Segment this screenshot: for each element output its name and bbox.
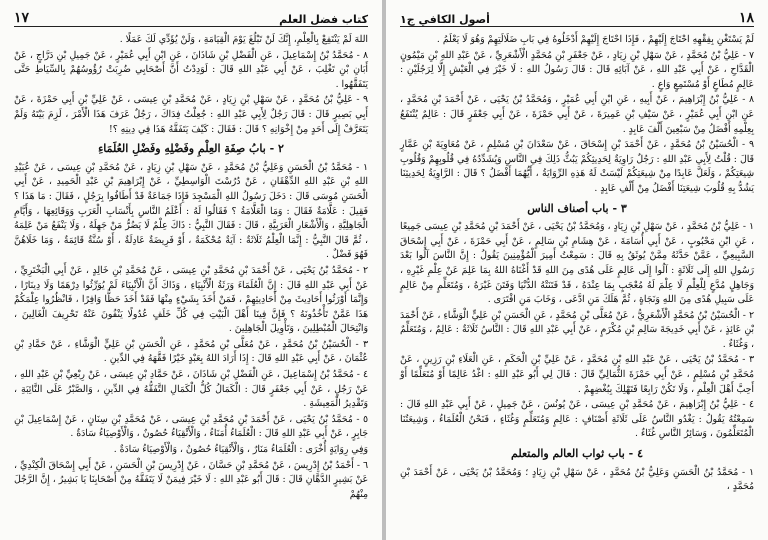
paragraph: ٢ - الْحُسَيْنُ بْنُ مُحَمَّدٍ الْأَشْعَرِيُّ ، عَنْ مُعَلَّى بْنِ مُحَمَّدٍ ، عَنِ الْحَسَنِ بْنِ عَلِيٍّ الْوَشَّاءِ ، عَنْ أَحْمَدَ بْنِ عَائِذٍ ، عَنْ أَبِي خَدِيجَةَ سَالِمِ بْنِ مُكْرَمٍ ، عَنْ أَبِي عَبْدِ اللهِ قَالَ : النَّاسُ ثَلَاثَةٌ : عَالِمٌ ، وَمُتَعَلِّمٌ ، وَغُثَاءٌ . bbox=[400, 309, 754, 350]
paragraph: ٣ - الْحُسَيْنُ بْنُ مُحَمَّدٍ ، عَنْ مُعَلَّى بْنِ مُحَمَّدٍ ، عَنِ الْحَسَنِ بْنِ عَلِيٍّ الْوَشَّاءِ ، عَنْ حَمَّادِ بْنِ عُثْمَانَ ، عَنْ أَبِي عَبْدِ اللهِ قَالَ : إِذَا أَرَادَ اللهُ بِعَبْدٍ خَيْرًا فَقَّهَهُ فِي الدِّينِ . bbox=[14, 338, 368, 365]
right-page-body bbox=[400, 33, 754, 495]
paragraph: ١ - مُحَمَّدُ بْنُ الْحَسَنِ وَعَلِيُّ بْنُ مُحَمَّدٍ ، عَنْ سَهْلِ بْنِ زِيَادٍ ، عَنْ مُحَمَّدِ بْنِ عِيسَى ، عَنْ عُبَيْدِ اللهِ بْنِ عَبْدِ اللهِ الدِّهْقَانِ ، عَنْ دُرُسْتَ الْوَاسِطِيِّ ، عَنْ إِبْرَاهِيمَ بْنِ عَبْدِ الْحَمِيدِ ، عَنْ أَبِي الْحَسَنِ مُوسَى قَالَ : دَخَلَ رَسُولُ اللهِ الْمَسْجِدَ فَإِذَا جَمَاعَةٌ قَدْ أَطَافُوا بِرَجُلٍ ، فَقَالَ : مَا هَذَا ؟ فَقِيلَ : عَلَّامَةٌ فَقَالَ : وَمَا الْعَلَّامَةُ ؟ فَقَالُوا لَهُ : أَعْلَمُ النَّاسِ بِأَنْسَابِ الْعَرَبِ وَوَقَائِعِهَا ، وَأَيَّامِ الْجَاهِلِيَّةِ ، وَالْأَشْعَارِ الْعَرَبِيَّةِ ، قَالَ : فَقَالَ النَّبِيُّ : ذَاكَ عِلْمٌ لَا يَضُرُّ مَنْ جَهِلَهُ ، وَلَا يَنْفَعُ مَنْ عَلِمَهُ ، ثُمَّ قَالَ النَّبِيُّ : إِنَّمَا الْعِلْمُ ثَلَاثَةٌ : آيَةٌ مُحْكَمَةٌ ، أَوْ فَرِيضَةٌ عَادِلَةٌ ، أَوْ سُنَّةٌ قَائِمَةٌ ، وَمَا خَلَاهُنَّ فَهُوَ فَضْلٌ . bbox=[14, 161, 368, 261]
paragraph: ٥ - مُحَمَّدُ بْنُ يَحْيَى ، عَنْ أَحْمَدَ بْنِ مُحَمَّدِ بْنِ عِيسَى ، عَنْ مُحَمَّدِ بْنِ سِنَانٍ ، عَنْ إِسْمَاعِيلَ بْنِ جَابِرٍ ، عَنْ أَبِي عَبْدِ اللهِ قَالَ : الْعُلَمَاءُ أُمَنَاءُ ، وَالْأَتْقِيَاءُ حُصُونٌ ، وَالْأَوْصِيَاءُ سَادَةٌ . bbox=[14, 413, 368, 440]
paragraph: ٤ - عَلِيُّ بْنُ إِبْرَاهِيمَ ، عَنْ مُحَمَّدِ بْنِ عِيسَى ، عَنْ يُونُسَ ، عَنْ جَمِيلٍ ، عَنْ أَبِي عَبْدِ اللهِ قَالَ : سَمِعْتُهُ يَقُولُ : يَغْدُو النَّاسُ عَلَى ثَلَاثَةِ أَصْنَافٍ : عَالِمٍ وَمُتَعَلِّمٍ وَغُثَاءٍ ، فَنَحْنُ الْعُلَمَاءُ ، وَشِيعَتُنَا الْمُتَعَلِّمُونَ ، وَسَائِرُ النَّاسِ غُثَاءٌ . bbox=[400, 399, 754, 440]
paragraph: ٢ - مُحَمَّدُ بْنُ يَحْيَى ، عَنْ أَحْمَدَ بْنِ مُحَمَّدِ بْنِ عِيسَى ، عَنْ مُحَمَّدِ بْنِ خَالِدٍ ، عَنْ أَبِي الْبَخْتَرِيِّ ، عَنْ أَبِي عَبْدِ اللهِ قَالَ : إِنَّ الْعُلَمَاءَ وَرَثَةُ الْأَنْبِيَاءِ ، وَذَاكَ أَنَّ الْأَنْبِيَاءَ لَمْ يُوَرِّثُوا دِرْهَمًا وَلَا دِينَارًا ، وَإِنَّمَا أَوْرَثُوا أَحَادِيثَ مِنْ أَحَادِيثِهِمْ ، فَمَنْ أَخَذَ بِشَيْءٍ مِنْهَا فَقَدْ أَخَذَ حَظًّا وَافِرًا ، فَانْظُرُوا عِلْمَكُمْ هَذَا عَمَّنْ تَأْخُذُونَهُ ؟ فَإِنَّ فِينَا أَهْلَ الْبَيْتِ فِي كُلِّ خَلَفٍ عُدُولًا يَنْفُونَ عَنْهُ تَحْرِيفَ الْغَالِينَ ، وَانْتِحَالَ الْمُبْطِلِينَ ، وَتَأْوِيلَ الْجَاهِلِينَ . bbox=[14, 264, 368, 335]
paragraph: لَمْ يَسْتَغْنِ بِفِقْهِهِ احْتَاجَ إِلَيْهِمْ ، فَإِذَا احْتَاجَ إِلَيْهِمْ أَدْخَلُوهُ فِي بَابِ ضَلَالَتِهِمْ وَهُوَ لَا يَعْلَمُ . bbox=[436, 34, 754, 45]
paragraph: ٨ - عَلِيُّ بْنُ إِبْرَاهِيمَ ، عَنْ أَبِيهِ ، عَنِ ابْنِ أَبِي عُمَيْرٍ ، وَمُحَمَّدُ بْنُ يَحْيَى ، عَنْ أَحْمَدَ بْنِ مُحَمَّدٍ ، عَنِ ابْنِ أَبِي عُمَيْرٍ ، عَنْ سَيْفِ بْنِ عَمِيرَةَ ، عَنْ أَبِي حَمْزَةَ ، عَنْ أَبِي جَعْفَرٍ قَالَ : عَالِمٌ يُنْتَفَعُ بِعِلْمِهِ أَفْضَلُ مِنْ سَبْعِينَ أَلْفَ عَابِدٍ . bbox=[400, 94, 754, 135]
left-header-title: كتاب فضل العلم bbox=[279, 13, 368, 26]
paragraph: ١ - عَلِيُّ بْنُ مُحَمَّدٍ ، عَنْ سَهْلِ بْنِ زِيَادٍ ، وَمُحَمَّدُ بْنُ يَحْيَى ، عَنْ أَحْمَدَ بْنِ مُحَمَّدِ بْنِ عِيسَى جَمِيعًا ، عَنِ ابْنِ مَحْبُوبٍ ، عَنْ أَبِي أُسَامَةَ ، عَنْ هِشَامِ بْنِ سَالِمٍ ، عَنْ أَبِي حَمْزَةَ ، عَنْ أَبِي إِسْحَاقَ السَّبِيعِيِّ ، عَمَّنْ حَدَّثَهُ مِمَّنْ يُوثَقُ بِهِ قَالَ : سَمِعْتُ أَمِيرَ الْمُؤْمِنِينَ يَقُولُ : إِنَّ النَّاسَ آلُوا بَعْدَ رَسُولِ اللهِ إِلَى ثَلَاثَةٍ : آلُوا إِلَى عَالِمٍ عَلَى هُدًى مِنَ اللهِ قَدْ أَغْنَاهُ اللهُ بِمَا عَلِمَ عَنْ عِلْمِ غَيْرِهِ ، وَجَاهِلٍ مُدَّعٍ لِلْعِلْمِ لَا عِلْمَ لَهُ مُعْجَبٍ بِمَا عِنْدَهُ ، قَدْ فَتَنَتْهُ الدُّنْيَا وَفَتَنَ غَيْرَهُ ، وَمُتَعَلِّمٍ مِنْ عَالِمٍ عَلَى سَبِيلِ هُدًى مِنَ اللهِ وَنَجَاةٍ ، ثُمَّ هَلَكَ مَنِ ادَّعَى ، وَخَابَ مَنِ افْتَرَى . bbox=[400, 221, 754, 306]
left-page bbox=[0, 0, 382, 540]
paragraph: ٤ - مُحَمَّدُ بْنُ إِسْمَاعِيلَ ، عَنِ الْفَضْلِ بْنِ شَاذَانَ ، عَنْ حَمَّادِ بْنِ عِيسَى ، عَنْ رِبْعِيِّ بْنِ عَبْدِ اللهِ ، عَنْ رَجُلٍ ، عَنْ أَبِي جَعْفَرٍ قَالَ : الْكَمَالُ كُلُّ الْكَمَالِ التَّفَقُّهُ فِي الدِّينِ ، وَالصَّبْرُ عَلَى النَّائِبَةِ ، وَتَقْدِيرُ الْمَعِيشَةِ . bbox=[14, 369, 368, 410]
left-page-body bbox=[14, 33, 368, 502]
right-header-title: أصول الكافي ج١ bbox=[400, 13, 490, 26]
paragraph: ٧ - عَلِيُّ بْنُ مُحَمَّدٍ ، عَنْ سَهْلِ بْنِ زِيَادٍ ، عَنْ جَعْفَرِ بْنِ مُحَمَّدٍ الْأَشْعَرِيِّ ، عَنْ عَبْدِ اللهِ بْنِ مَيْمُونٍ الْقَدَّاحِ ، عَنْ أَبِي عَبْدِ اللهِ ، عَنْ آبَائِهِ قَالَ : قَالَ رَسُولُ اللهِ : لَا خَيْرَ فِي الْعَيْشِ إِلَّا لِرَجُلَيْنِ : عَالِمٍ مُطَاعٍ أَوْ مُسْتَمِعٍ وَاعٍ . bbox=[400, 49, 754, 90]
chapter-heading: ٢ - بابُ صِفَةِ العِلْمِ وفَضْلِهِ وفَضْلِ العُلَمَاءِ bbox=[98, 142, 284, 156]
paragraph: ٣ - مُحَمَّدُ بْنُ يَحْيَى ، عَنْ عَبْدِ اللهِ بْنِ مُحَمَّدٍ ، عَنْ عَلِيِّ بْنِ الْحَكَمِ ، عَنِ الْعَلَاءِ بْنِ رَزِينٍ ، عَنْ مُحَمَّدِ بْنِ مُسْلِمٍ ، عَنْ أَبِي حَمْزَةَ الثُّمَالِيِّ قَالَ : قَالَ لِي أَبُو عَبْدِ اللهِ : اغْدُ عَالِمًا أَوْ مُتَعَلِّمًا أَوْ أَحِبَّ أَهْلَ الْعِلْمِ ، وَلَا تَكُنْ رَابِعًا فَتَهْلِكَ بِبُغْضِهِمْ . bbox=[400, 354, 754, 395]
right-page-header bbox=[400, 6, 754, 27]
left-page-number: ١٧ bbox=[14, 10, 30, 26]
paragraph: ٩ - عَلِيُّ بْنُ مُحَمَّدٍ ، عَنْ سَهْلِ بْنِ زِيَادٍ ، عَنْ مُحَمَّدِ بْنِ عِيسَى ، عَنْ عَلِيِّ بْنِ أَبِي حَمْزَةَ ، عَنْ أَبِي بَصِيرٍ قَالَ : قَالَ رَجُلٌ لِأَبِي عَبْدِ اللهِ : جُعِلْتُ فِدَاكَ ، رَجُلٌ عَرَفَ هَذَا الْأَمْرَ ، لَزِمَ بَيْتَهُ وَلَمْ يَتَعَرَّفْ إِلَى أَحَدٍ مِنْ إِخْوَانِهِ ؟ قَالَ : فَقَالَ : كَيْفَ يَتَفَقَّهُ هَذَا فِي دِينِهِ ؟! bbox=[14, 94, 368, 135]
left-page-header bbox=[14, 6, 368, 27]
right-page-number: ١٨ bbox=[738, 10, 754, 26]
chapter-heading: ٤ - باب ثواب العالم والمتعلم bbox=[511, 447, 643, 461]
paragraph: ٦ - أَحْمَدُ بْنُ إِدْرِيسَ ، عَنْ مُحَمَّدِ بْنِ حَسَّانَ ، عَنْ إِدْرِيسَ بْنِ الْحَسَنِ ، عَنْ أَبِي إِسْحَاقَ الْكِنْدِيِّ ، عَنْ بَشِيرٍ الدَّهَّانِ قَالَ : قَالَ أَبُو عَبْدِ اللهِ : لَا خَيْرَ فِيمَنْ لَا يَتَفَقَّهُ مِنْ أَصْحَابِنَا يَا بَشِيرُ ، إِنَّ الرَّجُلَ مِنْهُمْ bbox=[14, 459, 368, 500]
paragraph: ١ - مُحَمَّدُ بْنُ الْحَسَنِ وَعَلِيُّ بْنُ مُحَمَّدٍ ، عَنْ سَهْلِ بْنِ زِيَادٍ ؛ وَمُحَمَّدُ بْنُ يَحْيَى ، عَنْ أَحْمَدَ بْنِ مُحَمَّدٍ ، bbox=[400, 466, 754, 493]
chapter-heading: ٣ - باب أصناف الناس bbox=[527, 201, 627, 215]
paragraph: ٩ - الْحُسَيْنُ بْنُ مُحَمَّدٍ ، عَنْ أَحْمَدَ بْنِ إِسْحَاقَ ، عَنْ سَعْدَانَ بْنِ مُسْلِمٍ ، عَنْ مُعَاوِيَةَ بْنِ عَمَّارٍ قَالَ : قُلْتُ لِأَبِي عَبْدِ اللهِ : رَجُلٌ رَاوِيَةٌ لِحَدِيثِكُمْ يَبُثُّ ذَلِكَ فِي النَّاسِ وَيُشَدِّدُهُ فِي قُلُوبِهِمْ وَقُلُوبِ شِيعَتِكُمْ ، وَلَعَلَّ عَابِدًا مِنْ شِيعَتِكُمْ لَيْسَتْ لَهُ هَذِهِ الرِّوَايَةُ ، أَيُّهُمَا أَفْضَلُ ؟ قَالَ : الرَّاوِيَةُ لِحَدِيثِنَا يَشُدُّ بِهِ قُلُوبَ شِيعَتِنَا أَفْضَلُ مِنْ أَلْفِ عَابِدٍ . bbox=[400, 139, 754, 194]
right-page bbox=[386, 0, 768, 540]
paragraph: ٨ - مُحَمَّدُ بْنُ إِسْمَاعِيلَ ، عَنِ الْفَضْلِ بْنِ شَاذَانَ ، عَنِ ابْنِ أَبِي عُمَيْرٍ ، عَنْ جَمِيلِ بْنِ دَرَّاجٍ ، عَنْ أَبَانِ بْنِ تَغْلِبَ ، عَنْ أَبِي عَبْدِ اللهِ قَالَ : لَوَدِدْتُ أَنَّ أَصْحَابِي ضُرِبَتْ رُؤُوسُهُمْ بِالسِّيَاطِ حَتَّى يَتَفَقَّهُوا . bbox=[14, 49, 368, 90]
paragraph: وَفِي رِوَايَةٍ أُخْرَى : الْعُلَمَاءُ مَنَارٌ ، وَالْأَتْقِيَاءُ حُصُونٌ ، وَالْأَوْصِيَاءُ سَادَةٌ . bbox=[113, 444, 368, 456]
paragraph: اللهَ لَمْ يَنْتَفِعْ بِالْعِلْمِ، إِنَّكَ لَنْ تَبْلُغَ يَوْمَ الْقِيَامَةِ ، وَلَنْ يُؤَدِّي لَكَ عَمَلًا . bbox=[119, 34, 368, 45]
